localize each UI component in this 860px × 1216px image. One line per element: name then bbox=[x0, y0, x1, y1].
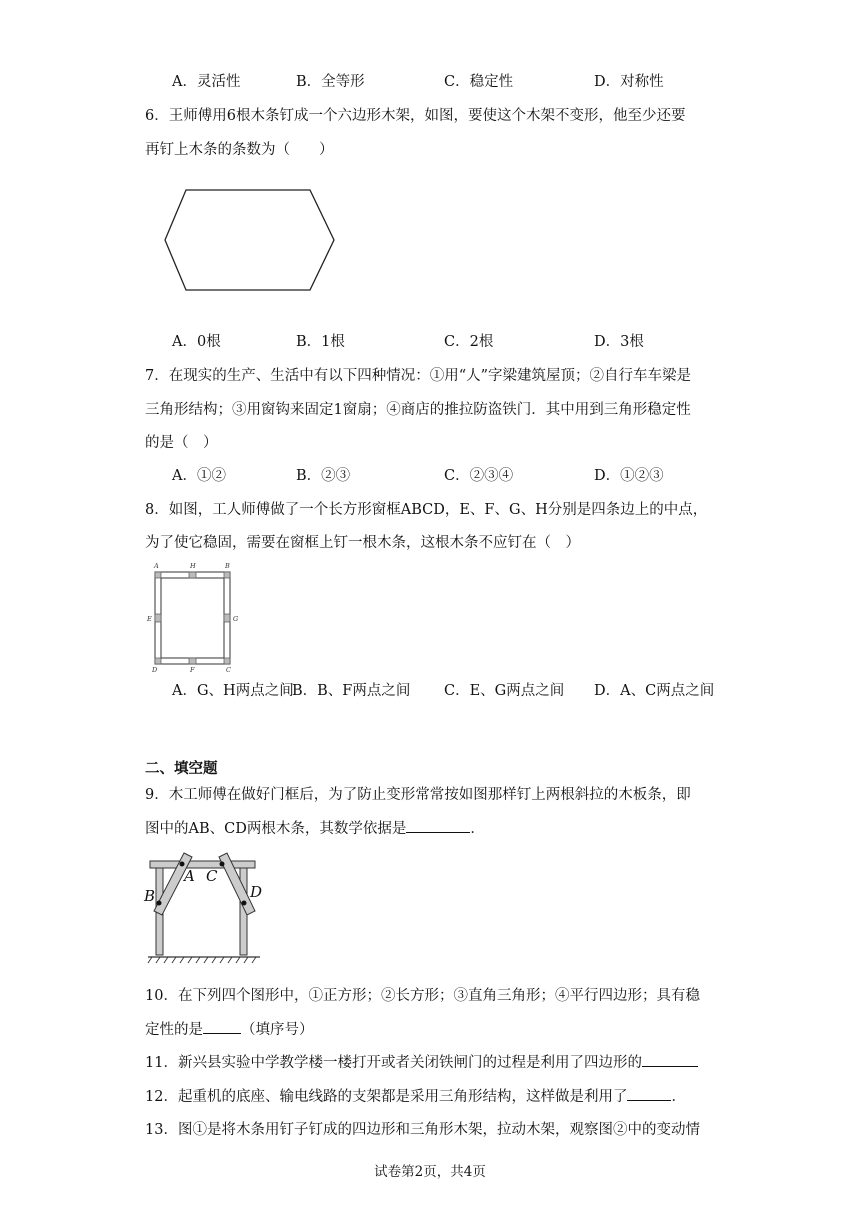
q12-suffix: ． bbox=[671, 1089, 686, 1105]
q11-text: 11．新兴县实验中学教学楼一楼打开或者关闭铁闸门的过程是利用了四边形的 bbox=[145, 1055, 642, 1071]
q7-option-a: A．①② bbox=[172, 468, 226, 484]
q7-line-3: 的是（ ） bbox=[145, 435, 218, 451]
q7-line-2: 三角形结构；③用窗钩来固定1窗扇；④商店的推拉防盗铁门．其中用到三角形稳定性 bbox=[145, 402, 691, 418]
label-h: H bbox=[190, 562, 196, 570]
label-c: C bbox=[206, 867, 218, 885]
q7-option-b: B．②③ bbox=[296, 468, 351, 484]
label-a: A bbox=[184, 867, 195, 885]
q9-line-2 bbox=[145, 818, 485, 839]
label-d: D bbox=[152, 666, 158, 674]
q6-option-a: A．0根 bbox=[172, 334, 221, 350]
q10-line-2-suffix: （填序号） bbox=[241, 1022, 314, 1038]
q13-line: 13．图①是将木条用钉子钉成的四边形和三角形木架，拉动木架，观察图②中的变动情 bbox=[145, 1122, 700, 1138]
q6-option-d: D．3根 bbox=[594, 334, 644, 350]
q10-line-2-prefix: 定性的是 bbox=[145, 1022, 203, 1038]
q8-line-2: 为了使它稳固，需要在窗框上钉一根木条，这根木条不应钉在（ ） bbox=[145, 535, 580, 551]
q8-option-d: D．A、C两点之间 bbox=[594, 683, 715, 699]
q10-line-1: 10．在下列四个图形中，①正方形；②长方形；③直角三角形；④平行四边形；具有稳 bbox=[145, 988, 700, 1004]
q11-line bbox=[145, 1052, 698, 1073]
q6-line-2: 再钉上木条的条数为（ ） bbox=[145, 142, 334, 158]
q8-option-c: C．E、G两点之间 bbox=[444, 683, 565, 699]
q10-line-2 bbox=[145, 1019, 314, 1040]
q6-option-c: C．2根 bbox=[444, 334, 494, 350]
q5-option-d: D．对称性 bbox=[594, 74, 664, 90]
q9-line-2-suffix: ． bbox=[470, 821, 485, 837]
label-b: B bbox=[225, 562, 230, 570]
label-b: B bbox=[144, 887, 156, 905]
q12-prefix: 12．起重机的底座、输电线路的支架都是采用三角形结构，这样做是利用了 bbox=[145, 1089, 628, 1105]
q10-answer-blank[interactable] bbox=[203, 1019, 241, 1034]
label-g: G bbox=[233, 615, 239, 623]
q6-option-b: B．1根 bbox=[296, 334, 345, 350]
q9-answer-blank[interactable] bbox=[406, 818, 470, 833]
q8-line-1: 8．如图，工人师傅做了一个长方形窗框ABCD，E、F、G、H分别是四条边上的中点， bbox=[145, 502, 708, 518]
q11-answer-blank[interactable] bbox=[642, 1052, 698, 1067]
q12-answer-blank[interactable] bbox=[627, 1086, 671, 1101]
q8-option-b: B．B、F两点之间 bbox=[292, 683, 411, 699]
page-footer: 试卷第2页，共4页 bbox=[374, 1164, 486, 1180]
label-f: F bbox=[190, 666, 195, 674]
door-frame-figure bbox=[140, 845, 270, 970]
q7-line-1: 7．在现实的生产、生活中有以下四种情况：①用“人”字梁建筑屋顶；②自行车车梁是 bbox=[145, 368, 692, 384]
q8-option-a: A．G、H两点之间 bbox=[172, 683, 294, 699]
window-frame-figure bbox=[145, 560, 245, 675]
label-c: C bbox=[226, 666, 231, 674]
q5-option-c: C．稳定性 bbox=[444, 74, 514, 90]
hexagon-figure bbox=[160, 185, 340, 295]
label-a: A bbox=[154, 562, 159, 570]
q6-line-1: 6．王师傅用6根木条钉成一个六边形木架，如图，要使这个木架不变形，他至少还要 bbox=[145, 108, 686, 124]
section-title: 二、填空题 bbox=[145, 760, 218, 777]
label-e: E bbox=[147, 615, 152, 623]
q9-line-1: 9．木工师傅在做好门框后，为了防止变形常常按如图那样钉上两根斜拉的木板条，即 bbox=[145, 787, 691, 803]
label-d: D bbox=[250, 883, 263, 901]
q5-option-b: B．全等形 bbox=[296, 74, 365, 90]
q12-line bbox=[145, 1086, 686, 1107]
q7-option-c: C．②③④ bbox=[444, 468, 514, 484]
q9-line-2-prefix: 图中的AB、CD两根木条，其数学依据是 bbox=[145, 821, 407, 837]
q5-option-a: A．灵活性 bbox=[172, 74, 241, 90]
q7-option-d: D．①②③ bbox=[594, 468, 664, 484]
